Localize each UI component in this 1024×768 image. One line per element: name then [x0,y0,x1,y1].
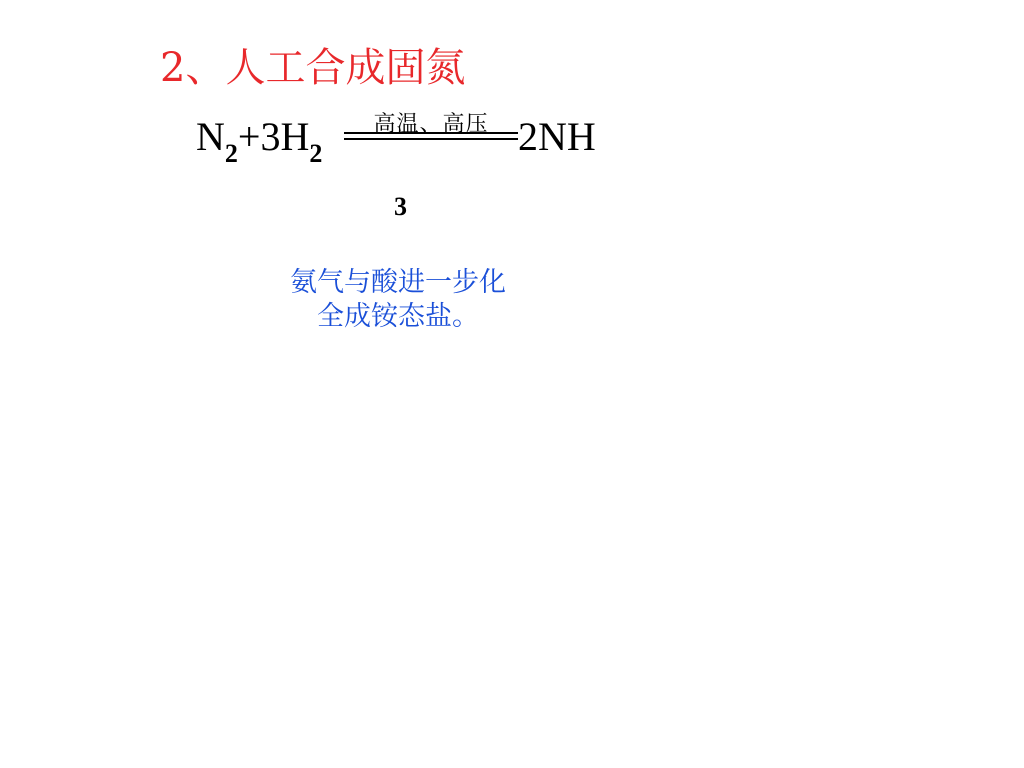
equation-reactants [196,112,322,167]
arrow-line-bottom [344,138,518,140]
section-heading: 2、人工合成固氮 [160,45,466,91]
product-subscript: 3 [394,192,407,221]
reaction-arrow [344,112,518,162]
nitrogen-symbol: N [196,114,225,159]
reaction-condition: 高温、高压 [373,112,489,137]
hydrogen-subscript: 2 [309,139,323,168]
note-line-1: 氨气与酸进一步化 [290,267,506,298]
hydrogen-term: +3H [237,114,310,159]
note-line-2: 全成铵态盐。 [317,301,479,332]
equation-product: 2NH [518,114,596,159]
explanation-note [258,266,538,334]
nitrogen-subscript: 2 [224,139,238,168]
